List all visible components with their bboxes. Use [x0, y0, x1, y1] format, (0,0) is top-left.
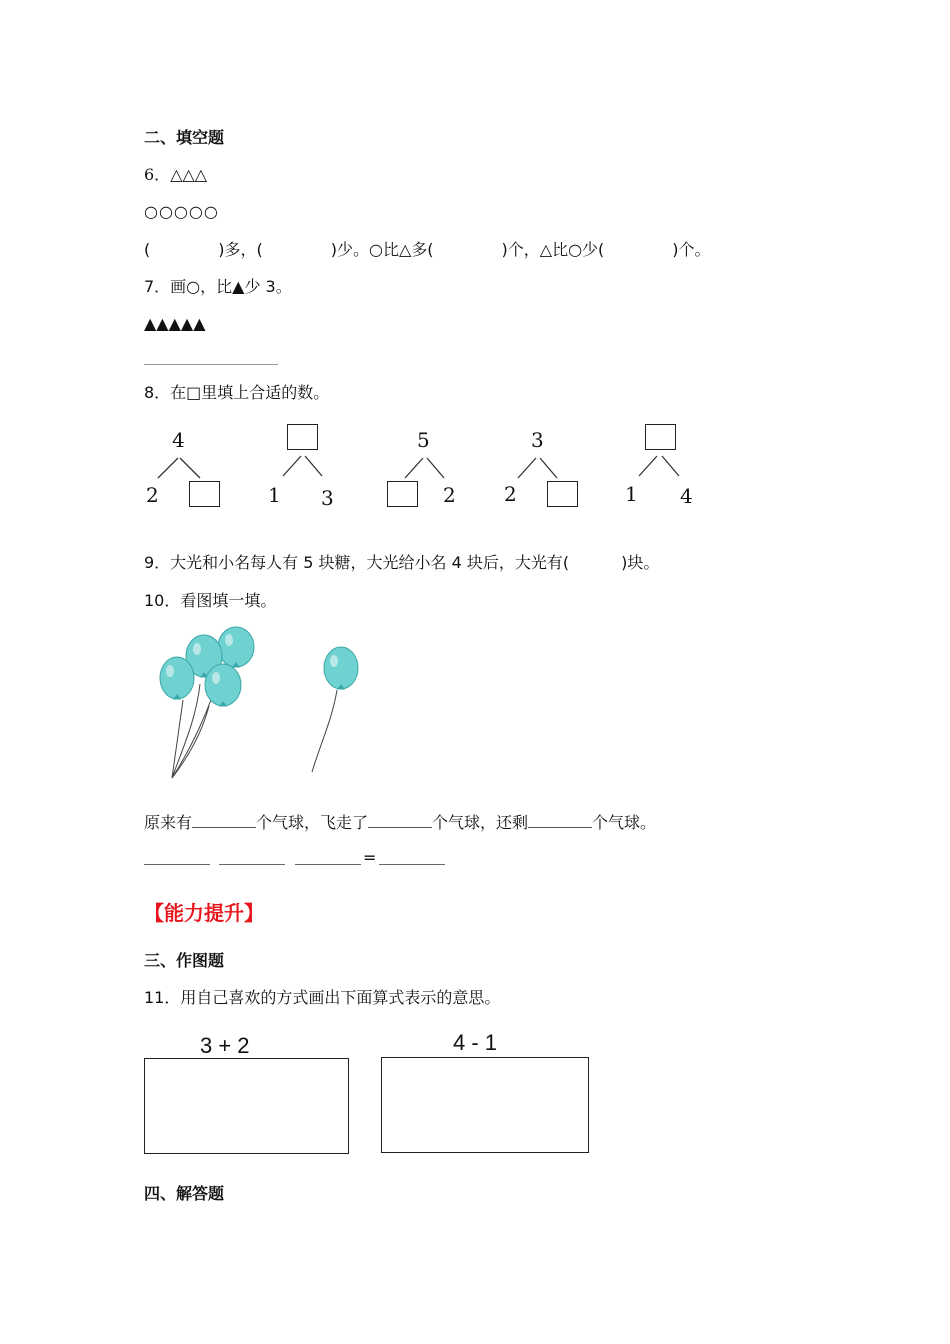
q6-triangles: △△△	[170, 165, 208, 184]
section-3-title: 三、作图题	[144, 951, 225, 970]
q9-question	[144, 553, 659, 573]
q11-drawing-box-1[interactable]	[144, 1058, 349, 1154]
q9-text-a: 9．大光和小名每人有 5 块糖，大光给小名 4 块后，大光有(	[144, 553, 570, 572]
q6-paren-4: )个，△比○少(	[501, 240, 605, 259]
tree-answer-box[interactable]	[387, 481, 418, 507]
tree-top-number: 4	[172, 428, 185, 452]
balloon-flying	[324, 647, 358, 689]
q10-blank-3[interactable]	[528, 811, 592, 828]
q6-paren-2: )多，(	[218, 240, 263, 259]
tree-left-number: 2	[504, 482, 517, 506]
tree-top-number: 5	[417, 428, 430, 452]
q6-paren-3: )少。○比△多(	[330, 240, 434, 259]
q11-drawing-box-2[interactable]	[381, 1057, 589, 1153]
q10-equation-blank-4[interactable]	[379, 864, 445, 865]
q10-s1: 原来有	[144, 813, 193, 832]
balloon	[160, 657, 194, 699]
q10-s4: 个气球。	[592, 813, 657, 832]
tree-answer-box[interactable]	[287, 424, 318, 450]
q6-circles: ○○○○○	[144, 202, 219, 221]
q10-equation-blank-1[interactable]	[144, 864, 210, 865]
q6-triangles-line	[144, 165, 207, 185]
q6-number: 6．	[144, 165, 171, 184]
q6-question	[144, 240, 711, 260]
q10-blank-2[interactable]	[368, 811, 432, 828]
q11-expression-2: 4 - 1	[453, 1030, 498, 1055]
section-4-title: 四、解答题	[144, 1184, 225, 1203]
q10-blank-1[interactable]	[192, 811, 256, 828]
tree-answer-box[interactable]	[189, 481, 220, 507]
q10-s2: 个气球，飞走了	[256, 813, 369, 832]
q7-answer-line[interactable]	[144, 364, 278, 365]
section-2-title: 二、填空题	[144, 128, 225, 147]
tree-answer-box[interactable]	[547, 481, 578, 507]
tree-left-number: 2	[146, 483, 159, 507]
q10-sentence	[144, 811, 656, 833]
q7-question: 7．画○，比▲少 3。	[144, 277, 292, 296]
balloon	[218, 627, 254, 667]
tree-right-number: 3	[321, 486, 334, 510]
q7-triangles: ▲▲▲▲▲	[144, 314, 206, 333]
balloon-group	[160, 627, 254, 706]
balloon	[324, 647, 358, 689]
tree-left-number: 1	[268, 483, 281, 507]
q10-title: 10．看图填一填。	[144, 591, 277, 610]
q6-paren-1: (	[144, 240, 151, 259]
balloon	[205, 664, 241, 706]
tree-answer-box[interactable]	[645, 424, 676, 450]
tree-left-number: 1	[625, 482, 638, 506]
q10-equals-sign: =	[363, 848, 377, 867]
tree-right-number: 2	[443, 483, 456, 507]
balloons-illustration	[0, 0, 1, 1]
q6-paren-5: )个。	[672, 240, 711, 259]
tree-right-number: 4	[680, 484, 693, 508]
q10-equation-blank-2[interactable]	[219, 864, 285, 865]
q9-text-b: )块。	[621, 553, 660, 572]
q11-question: 11．用自己喜欢的方式画出下面算式表示的意思。	[144, 988, 501, 1007]
q11-expression-1: 3 + 2	[200, 1033, 250, 1058]
q10-s3: 个气球，还剩	[432, 813, 529, 832]
q8-question: 8．在□里填上合适的数。	[144, 383, 330, 402]
tree-top-number: 3	[531, 428, 544, 452]
ability-section-title: 【能力提升】	[144, 901, 264, 925]
q10-equation-blank-3[interactable]	[295, 864, 361, 865]
